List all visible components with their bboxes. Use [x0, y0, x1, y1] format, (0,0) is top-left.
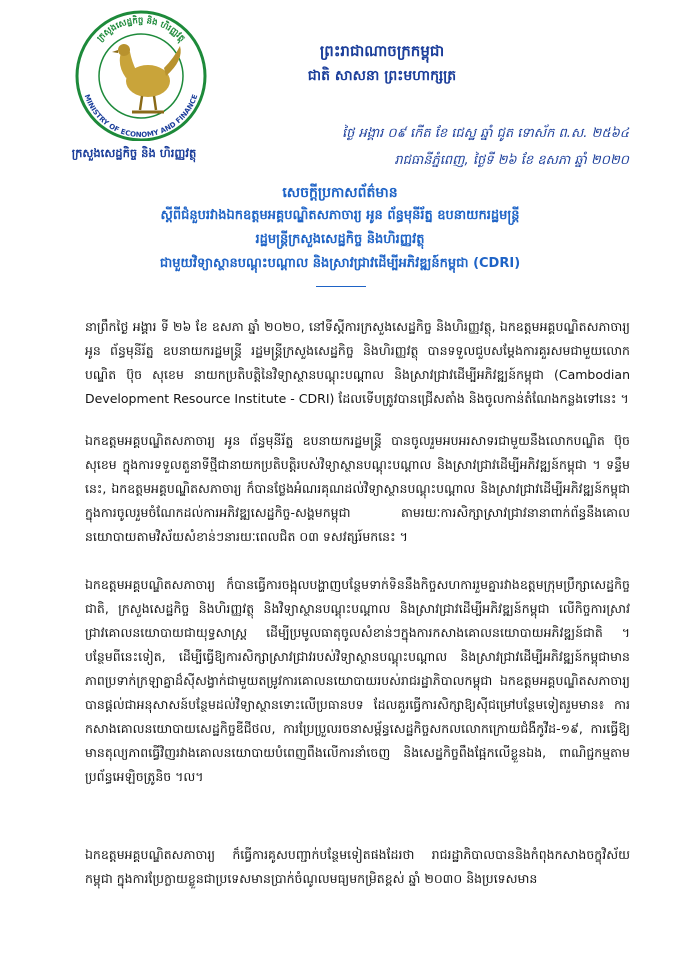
title-divider [316, 286, 366, 287]
paragraph-text: នាព្រឹកថ្ងៃ អង្គារ ទី ២៦ ខែ ឧសភា ឆ្នាំ ២០២០, នៅទីស្តីការក្រសួងសេដ្ឋកិច្ច និងហិរញ្ញវត្ថុ, ឯកឧត្តមអគ្គបណ្ឌិតសភាចារ្យ អូន ព័ន្ធមុនីរ័ត្ន ឧបនាយករដ្ឋមន្ត្រី រដ្ឋមន្ត្រីក្រសួងសេដ្ឋកិច្ច និងហិរញ្ញវត្ថុ បានទទួលជួបសម្តែងការគួរសមជាមួយលោកបណ្ឌិត ប៊ុច សុខេម នាយកប្រតិបត្តិនៃវិទ្យាស្ថានបណ្តុះបណ្តាល និងស្រាវជ្រាវដើម្បីអភិវឌ្ឍន៍កម្ពុជា (Cambodian Development Resource Institute - CDRI) ដែលទើបត្រូវបានជ្រើសតាំង និងចូលកាន់តំណែងកន្លងទៅនេះ ។ [85, 319, 630, 406]
golden-bird-icon [112, 44, 181, 112]
national-motto: ជាតិ សាសនា ព្រះមហាក្សត្រ [307, 68, 457, 84]
body-paragraph-1 [85, 315, 630, 411]
announcement-subject-line-2: រដ្ឋមន្ត្រីក្រសួងសេដ្ឋកិច្ច និងហិរញ្ញវត្ថុ [255, 232, 425, 247]
body-paragraph-3 [85, 573, 630, 789]
announcement-subject-line-3: ជាមួយវិទ្យាស្ថានបណ្តុះបណ្តាល និងស្រាវជ្រាវដើម្បីអភិវឌ្ឍន៍កម្ពុជា (CDRI) [159, 256, 521, 271]
kingdom-heading: ព្រះរាជាណាចក្រកម្ពុជា [319, 42, 445, 60]
ministry-name: ក្រសួងសេដ្ឋកិច្ច និង ហិរញ្ញវត្ថុ [71, 146, 197, 160]
paragraph-text: ឯកឧត្តមអគ្គបណ្ឌិតសភាចារ្យ ក៏ធ្វើការគូសបញ្ជាក់បន្ថែមទៀតផងដែរថា រាជរដ្ឋាភិបាលបាននិងកំពុងកសាងចក្ខុវិស័យកម្ពុជា ក្នុងការប្រែក្លាយខ្លួនជាប្រទេសមានប្រាក់ចំណូលមធ្យមកម្រិតខ្ពស់ ឆ្នាំ ២០៣០ និងប្រទេសមាន [85, 847, 630, 886]
ministry-logo [66, 6, 216, 141]
logo-arc-text-kh: ក្រសួងសេដ្ឋកិច្ច និង ហិរញ្ញវត្ថុ [95, 15, 187, 44]
paragraph-text: ឯកឧត្តមអគ្គបណ្ឌិតសភាចារ្យ ក៏បានធ្វើការចង្អុលបង្ហាញបន្ថែមទាក់ទិននឹងកិច្ចសហការរួមគ្នារវាងឧត្តមក្រុមប្រឹក្សាសេដ្ឋកិច្ចជាតិ, ក្រសួងសេដ្ឋកិច្ច និងហិរញ្ញវត្ថុ និងវិទ្យាស្ថានបណ្តុះបណ្តាល និងស្រាវជ្រាវដើម្បីអភិវឌ្ឍន៍កម្ពុជា លើកិច្ចការស្រាវជ្រាវគោលនយោបាយជាយុទ្ធសាស្ត្រ ដើម្បីប្រមូលធាតុចូលសំខាន់ៗក្នុងការកសាងគោលនយោបាយអភិវឌ្ឍន៍ជាតិ ។ បន្ថែមពីនេះទៀត, ដើម្បីធ្វើឱ្យការសិក្សាស្រាវជ្រាវរបស់វិទ្យាស្ថានបណ្តុះបណ្តាល និងស្រាវជ្រាវដើម្បីអភិវឌ្ឍន៍កម្ពុជាមានភាពប្រទាក់ក្រឡាគ្នាដ៏ស៊ីសង្វាក់ជាមួយតម្រូវការគោលនយោបាយរបស់រាជរដ្ឋាភិបាលកម្ពុជា ឯកឧត្តមអគ្គបណ្ឌិតសភាចារ្យ បានផ្តល់ជាអនុសាសន៍បន្ថែមដល់វិទ្យាស្ថានទោះលើប្រធានបទ ដែលគួរធ្វើការសិក្សាឱ្យស៊ីជម្រៅបន្ថែមទៀតរួមមាន៖ ការកសាងគោលនយោបាយសេដ្ឋកិច្ចឌីជីថល, ការប្រែប្រួលរចនាសម្ព័ន្ធសេដ្ឋកិច្ចសកលលោកក្រោយជំងឺកូវីដ-១៩, ការធ្វើឱ្យមានតុល្យភាពធ្វើវិញរវាងគោលនយោបាយបំពេញពឹងលើការនាំចេញ និងសេដ្ឋកិច្ចពឹងផ្អែកលើខ្លួនឯង, ពាណិជ្ជកម្មតាមប្រព័ន្ធអេឡិចត្រូនិច ។ល។ [85, 577, 630, 784]
date-lunar: ថ្ងៃ អង្គារ ០៩ កើត ខែ ជេស្ឋ ឆ្នាំ ជូត ទោស័ក ព.ស. ២៥៦៤ [342, 126, 629, 141]
announcement-subject-line-1: ស្តីពីជំនួបរវាងឯកឧត្តមអគ្គបណ្ឌិតសភាចារ្យ អូន ព័ន្ធមុនីរ័ត្ន ឧបនាយករដ្ឋមន្ត្រី [160, 208, 520, 223]
paragraph-text: ឯកឧត្តមអគ្គបណ្ឌិតសភាចារ្យ អូន ព័ន្ធមុនីរ័ត្ន ឧបនាយករដ្ឋមន្ត្រី បានចូលរួមអបអរសាទរជាមួយនឹងលោកបណ្ឌិត ប៊ុច សុខេម ក្នុងការទទួលតួនាទីថ្មីជានាយកប្រតិបត្តិរបស់វិទ្យាស្ថានបណ្តុះបណ្តាល និងស្រាវជ្រាវដើម្បីអភិវឌ្ឍន៍កម្ពុជា ។ ទន្ទឹមនេះ, ឯកឧត្តមអគ្គបណ្ឌិតសភាចារ្យ ក៏បានថ្លែងអំណរគុណដល់វិទ្យាស្ថានបណ្តុះបណ្តាល និងស្រាវជ្រាវដើម្បីអភិវឌ្ឍន៍កម្ពុជា ក្នុងការចូលរួមចំណែកដល់ការអភិវឌ្ឍសេដ្ឋកិច្ច-សង្គមកម្ពុជា តាមរយៈការសិក្សាស្រាវជ្រាវនានាពាក់ព័ន្ធនឹងគោលនយោបាយតាមវិស័យសំខាន់ៗនារយៈពេលជិត ០៣ ទសវត្សរ៍មកនេះ ។ [85, 433, 630, 544]
date-solar: រាជធានីភ្នំពេញ, ថ្ងៃទី ២៦ ខែ ឧសភា ឆ្នាំ ២០២០ [394, 153, 629, 168]
body-paragraph-4 [85, 843, 630, 891]
logo-arc-text-en: MINISTRY OF ECONOMY AND FINANCE [82, 93, 200, 140]
body-paragraph-2 [85, 429, 630, 549]
announcement-title: សេចក្តីប្រកាសព័ត៌មាន [282, 185, 398, 201]
